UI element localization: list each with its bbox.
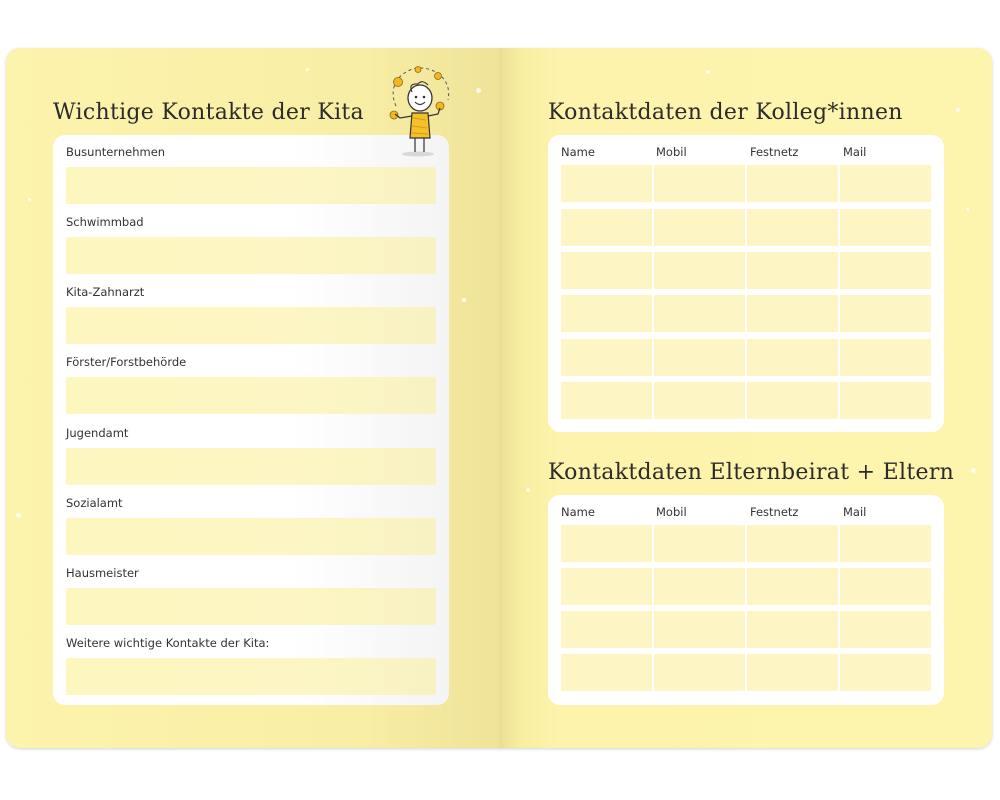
cell-name[interactable] xyxy=(561,339,652,376)
table-row xyxy=(561,382,931,419)
left-page xyxy=(6,48,501,748)
cell-mobil[interactable] xyxy=(654,165,745,202)
colleagues-title: Kontaktdaten der Kolleg*innen xyxy=(548,100,903,125)
table-row xyxy=(561,654,931,691)
colleagues-table xyxy=(548,135,944,432)
column-header-name: Name xyxy=(561,145,595,159)
cell-festnetz[interactable] xyxy=(747,654,838,691)
cell-mail[interactable] xyxy=(840,209,931,246)
speckle xyxy=(971,468,976,473)
cell-mail[interactable] xyxy=(840,654,931,691)
speckle xyxy=(16,513,21,518)
cell-name[interactable] xyxy=(561,654,652,691)
cell-name[interactable] xyxy=(561,611,652,648)
cell-name[interactable] xyxy=(561,525,652,562)
cell-mobil[interactable] xyxy=(654,525,745,562)
column-header-mail: Mail xyxy=(843,505,867,519)
parents-table xyxy=(548,495,944,705)
speckle xyxy=(706,70,710,74)
field-label: Schwimmbad xyxy=(66,215,144,229)
table-row xyxy=(561,339,931,376)
cell-name[interactable] xyxy=(561,209,652,246)
field-label: Hausmeister xyxy=(66,566,139,580)
field-jugendamt xyxy=(66,426,436,485)
cell-name[interactable] xyxy=(561,295,652,332)
cell-festnetz[interactable] xyxy=(747,209,838,246)
cell-mobil[interactable] xyxy=(654,382,745,419)
field-sozialamt xyxy=(66,496,436,555)
speckle xyxy=(526,488,530,492)
cell-festnetz[interactable] xyxy=(747,382,838,419)
field-label: Förster/Forstbehörde xyxy=(66,355,187,369)
field-label: Weitere wichtige Kontakte der Kita: xyxy=(66,636,270,650)
field-label: Busunternehmen xyxy=(66,145,166,159)
cell-mobil[interactable] xyxy=(654,611,745,648)
table-row xyxy=(561,252,931,289)
column-header-mobil: Mobil xyxy=(656,505,687,519)
speckle xyxy=(462,298,466,302)
cell-name[interactable] xyxy=(561,382,652,419)
column-header-mail: Mail xyxy=(843,145,867,159)
left-page-title: Wichtige Kontakte der Kita xyxy=(53,100,364,125)
parents-title: Kontaktdaten Elternbeirat + Eltern xyxy=(548,460,955,485)
field-label: Kita-Zahnarzt xyxy=(66,285,145,299)
table-row xyxy=(561,209,931,246)
column-header-name: Name xyxy=(561,505,595,519)
speckle xyxy=(28,198,31,201)
cell-festnetz[interactable] xyxy=(747,339,838,376)
cell-mobil[interactable] xyxy=(654,339,745,376)
cell-name[interactable] xyxy=(561,165,652,202)
cell-mail[interactable] xyxy=(840,525,931,562)
cell-mail[interactable] xyxy=(840,382,931,419)
cell-mail[interactable] xyxy=(840,568,931,605)
cell-festnetz[interactable] xyxy=(747,252,838,289)
cell-name[interactable] xyxy=(561,252,652,289)
table-row xyxy=(561,611,931,648)
speckle xyxy=(306,68,309,71)
cell-festnetz[interactable] xyxy=(747,525,838,562)
cell-festnetz[interactable] xyxy=(747,295,838,332)
notebook-spread xyxy=(6,48,992,748)
cell-mail[interactable] xyxy=(840,165,931,202)
cell-mail[interactable] xyxy=(840,252,931,289)
field-label: Sozialamt xyxy=(66,496,123,510)
juggling-stick-figure-icon xyxy=(382,66,458,158)
cell-festnetz[interactable] xyxy=(747,165,838,202)
contact-input[interactable] xyxy=(66,237,436,274)
cell-mobil[interactable] xyxy=(654,295,745,332)
contact-input[interactable] xyxy=(66,448,436,485)
column-header-mobil: Mobil xyxy=(656,145,687,159)
column-header-festnetz: Festnetz xyxy=(750,145,799,159)
speckle xyxy=(476,88,481,93)
contact-input[interactable] xyxy=(66,167,436,204)
cell-mobil[interactable] xyxy=(654,252,745,289)
table-row xyxy=(561,568,931,605)
contact-input[interactable] xyxy=(66,307,436,344)
cell-mail[interactable] xyxy=(840,295,931,332)
contact-input[interactable] xyxy=(66,377,436,414)
cell-mobil[interactable] xyxy=(654,654,745,691)
cell-mail[interactable] xyxy=(840,611,931,648)
table-row xyxy=(561,525,931,562)
contact-input[interactable] xyxy=(66,518,436,555)
field-busunternehmen xyxy=(66,145,436,204)
cell-mobil[interactable] xyxy=(654,209,745,246)
table-row xyxy=(561,165,931,202)
column-header-festnetz: Festnetz xyxy=(750,505,799,519)
field-weitere-kontakte xyxy=(66,636,436,695)
cell-name[interactable] xyxy=(561,568,652,605)
field-kita-zahnarzt xyxy=(66,285,436,344)
cell-festnetz[interactable] xyxy=(747,611,838,648)
speckle xyxy=(966,208,969,211)
contacts-card xyxy=(53,135,449,705)
table-row xyxy=(561,295,931,332)
contact-input[interactable] xyxy=(66,588,436,625)
contact-input[interactable] xyxy=(66,658,436,695)
field-schwimmbad xyxy=(66,215,436,274)
cell-festnetz[interactable] xyxy=(747,568,838,605)
speckle xyxy=(956,108,960,112)
field-foerster xyxy=(66,355,436,414)
field-label: Jugendamt xyxy=(66,426,129,440)
cell-mail[interactable] xyxy=(840,339,931,376)
field-hausmeister xyxy=(66,566,436,625)
cell-mobil[interactable] xyxy=(654,568,745,605)
